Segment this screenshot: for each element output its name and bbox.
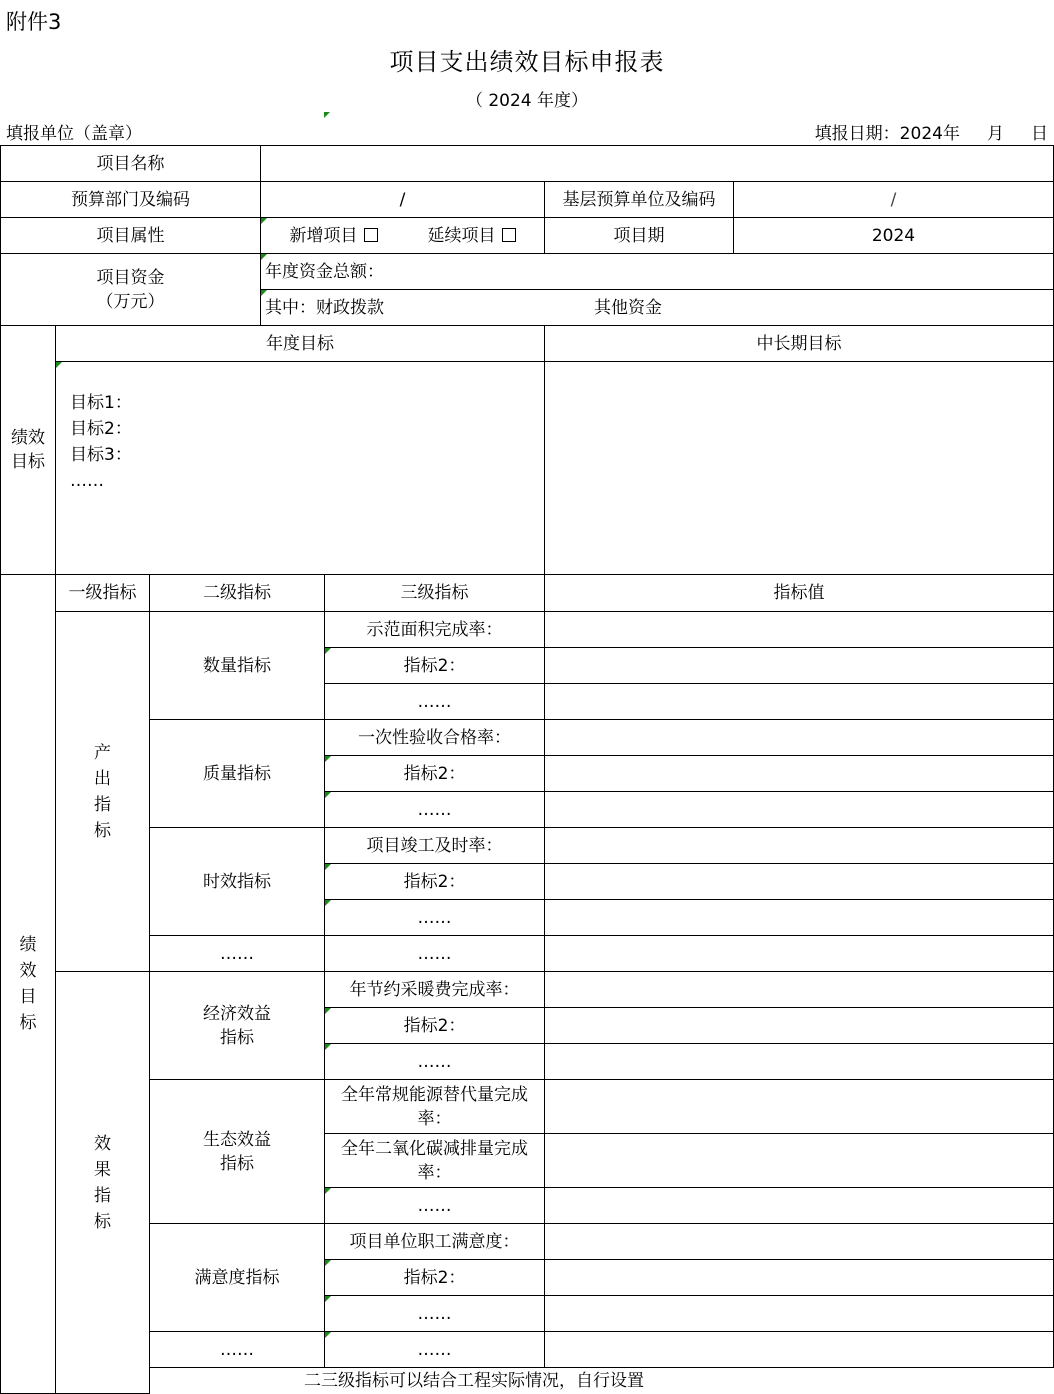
long-term-goal-header: 中长期目标 (545, 326, 1054, 362)
cell-marker-icon (56, 362, 62, 368)
cell-marker-icon (325, 1044, 331, 1050)
cell-marker-icon (325, 1296, 331, 1302)
quantity-indicator: 数量指标 (150, 612, 325, 720)
indicator-section-char: 目 (19, 987, 37, 1007)
indicator-t-more (325, 900, 545, 936)
funds-label-unit: （万元） (96, 291, 165, 312)
goals-section-label (1, 326, 56, 575)
indicator-value-cell[interactable] (545, 972, 1054, 1008)
funds-total-label: 年度资金总额： (265, 261, 384, 282)
output-label-char: 产 (94, 742, 111, 763)
effect-more-level3 (325, 1332, 545, 1368)
funds-fiscal-label: 其中：财政拨款 (265, 297, 384, 318)
indicator-s-more (325, 1296, 545, 1332)
indicator-section-char: 标 (19, 1013, 37, 1033)
attr-cont-label: 延续项目 (427, 225, 496, 246)
cell-marker-icon (325, 648, 331, 654)
indicator-value-cell[interactable] (545, 1260, 1054, 1296)
quality-indicator: 质量指标 (150, 720, 325, 828)
effect-label-char: 果 (94, 1159, 111, 1180)
indicator-s2-label: 指标2： (403, 1267, 466, 1288)
performance-goal-form (0, 145, 1054, 1394)
satisfaction-indicator: 满意度指标 (150, 1224, 325, 1332)
indicator-value-cell[interactable] (545, 864, 1054, 900)
cell-marker-icon (325, 756, 331, 762)
indicator-value-cell[interactable] (545, 756, 1054, 792)
base-unit-value[interactable]: / (734, 182, 1054, 218)
indicator-s1: 项目单位职工满意度： (325, 1224, 545, 1260)
base-unit-label: 基层预算单位及编码 (545, 182, 734, 218)
attachment-label: 附件3 (6, 10, 62, 34)
page-title: 项目支出绩效目标申报表 (389, 48, 665, 76)
annual-goal-3: 目标3： (70, 445, 132, 465)
indicator-ql-more (325, 792, 545, 828)
indicator-env-more-label: …… (417, 1195, 452, 1216)
goals-label-1: 绩效 (11, 428, 45, 448)
year-line: （ 2024 年度） (465, 91, 589, 111)
project-name-label: 项目名称 (1, 146, 261, 182)
project-name-input[interactable] (261, 146, 1054, 182)
annual-goal-more: …… (70, 471, 104, 491)
indicator-t-more-label: …… (417, 907, 452, 928)
indicator-ql-more-label: …… (417, 799, 452, 820)
indicator-e-more-label: …… (417, 1051, 452, 1072)
economic-indicator-line2: 指标 (220, 1027, 254, 1048)
eco-env-indicator-line2: 指标 (220, 1153, 254, 1174)
cell-marker-icon (325, 1332, 331, 1338)
output-label-char: 标 (94, 820, 111, 841)
indicator-e2 (325, 1008, 545, 1044)
funds-label-main: 项目资金 (96, 267, 165, 288)
period-label: 项目期 (545, 218, 734, 254)
indicator-ql1: 一次性验收合格率： (325, 720, 545, 756)
funds-other-label: 其他资金 (594, 297, 662, 318)
footer-note: 二三级指标可以结合工程实际情况，自行设置 (304, 1370, 644, 1391)
indicator-e-more (325, 1044, 545, 1080)
long-term-goal-content[interactable] (545, 362, 1054, 575)
effect-label-char: 效 (94, 1133, 111, 1154)
indicator-value-cell[interactable] (545, 1188, 1054, 1224)
output-indicator-label (56, 612, 150, 972)
cell-marker-icon (325, 1260, 331, 1266)
indicator-e1: 年节约采暖费完成率： (325, 972, 545, 1008)
indicator-q-more: …… (325, 684, 545, 720)
output-more-level3: …… (325, 936, 545, 972)
indicator-value-cell[interactable] (545, 612, 1054, 648)
dept-label: 预算部门及编码 (1, 182, 261, 218)
cell-marker-icon (261, 290, 267, 296)
indicator-value-cell[interactable] (545, 1296, 1054, 1332)
period-value[interactable]: 2024 (734, 218, 1054, 254)
economic-indicator-line1: 经济效益 (203, 1003, 271, 1024)
indicator-value-cell[interactable] (545, 828, 1054, 864)
project-attr-options (261, 218, 545, 254)
indicator-value-cell[interactable] (545, 900, 1054, 936)
indicator-t1: 项目竣工及时率： (325, 828, 545, 864)
attr-new-checkbox[interactable] (364, 228, 378, 242)
effect-label-char: 指 (94, 1185, 111, 1206)
cell-marker-icon (325, 792, 331, 798)
annual-goal-header: 年度目标 (56, 326, 545, 362)
header-value: 指标值 (545, 575, 1054, 612)
output-label-char: 出 (94, 768, 111, 789)
goals-label-2: 目标 (11, 452, 45, 472)
cell-marker-icon (261, 218, 267, 224)
eco-env-indicator (150, 1080, 325, 1224)
header-level2: 二级指标 (150, 575, 325, 612)
cell-marker-icon (324, 112, 330, 118)
indicator-q2-label: 指标2： (403, 655, 466, 676)
indicator-q2 (325, 648, 545, 684)
indicator-section-char: 绩 (19, 935, 37, 955)
funds-label (1, 254, 261, 326)
indicator-ql2-label: 指标2： (403, 763, 466, 784)
dept-value[interactable]: / (261, 182, 545, 218)
eco-env-indicator-line1: 生态效益 (203, 1129, 271, 1150)
indicator-value-cell[interactable] (545, 1080, 1054, 1134)
indicator-value-cell[interactable] (545, 684, 1054, 720)
economic-indicator (150, 972, 325, 1080)
fill-date-label: 填报日期：2024年 月 日 (814, 124, 1048, 144)
indicator-e2-label: 指标2： (403, 1015, 466, 1036)
cell-marker-icon (325, 1008, 331, 1014)
header-level3: 三级指标 (325, 575, 545, 612)
indicator-section-label (1, 575, 56, 1394)
indicator-value-cell[interactable] (545, 936, 1054, 972)
indicator-value-cell[interactable] (545, 1044, 1054, 1080)
cell-marker-icon (325, 900, 331, 906)
indicator-t2-label: 指标2： (403, 871, 466, 892)
indicator-s-more-label: …… (417, 1303, 452, 1324)
indicator-t2 (325, 864, 545, 900)
effect-indicator-label (56, 972, 150, 1394)
indicator-value-cell[interactable] (545, 1332, 1054, 1368)
indicator-env1: 全年常规能源替代量完成率： (325, 1080, 545, 1134)
header-level1: 一级指标 (56, 575, 150, 612)
funds-total[interactable] (261, 254, 1054, 290)
indicator-env2: 全年二氧化碳减排量完成率： (325, 1134, 545, 1188)
timeliness-indicator: 时效指标 (150, 828, 325, 936)
annual-goal-2: 目标2： (70, 419, 132, 439)
indicator-value-cell[interactable] (545, 648, 1054, 684)
indicator-section-char: 效 (19, 961, 37, 981)
fill-unit-label: 填报单位（盖章） (6, 124, 142, 144)
annual-goal-1: 目标1： (70, 393, 132, 413)
attr-new-label: 新增项目 (289, 225, 358, 246)
output-more-level2: …… (150, 936, 325, 972)
indicator-s2 (325, 1260, 545, 1296)
indicator-value-cell[interactable] (545, 1008, 1054, 1044)
indicator-q1: 示范面积完成率： (325, 612, 545, 648)
project-attr-label: 项目属性 (1, 218, 261, 254)
cell-marker-icon (325, 1188, 331, 1194)
effect-label-char: 标 (94, 1211, 111, 1232)
indicator-value-cell[interactable] (545, 1134, 1054, 1188)
annual-goal-content[interactable] (56, 362, 545, 575)
indicator-value-cell[interactable] (545, 792, 1054, 828)
cell-marker-icon (261, 254, 267, 260)
indicator-value-cell[interactable] (545, 1224, 1054, 1260)
cell-marker-icon (325, 864, 331, 870)
indicator-value-cell[interactable] (545, 720, 1054, 756)
attr-cont-checkbox[interactable] (502, 228, 516, 242)
effect-more-level3-label: …… (417, 1339, 452, 1360)
indicator-env-more (325, 1188, 545, 1224)
indicator-ql2 (325, 756, 545, 792)
output-label-char: 指 (94, 794, 111, 815)
funds-split[interactable] (261, 290, 1054, 326)
effect-more-level2: …… (150, 1332, 325, 1368)
